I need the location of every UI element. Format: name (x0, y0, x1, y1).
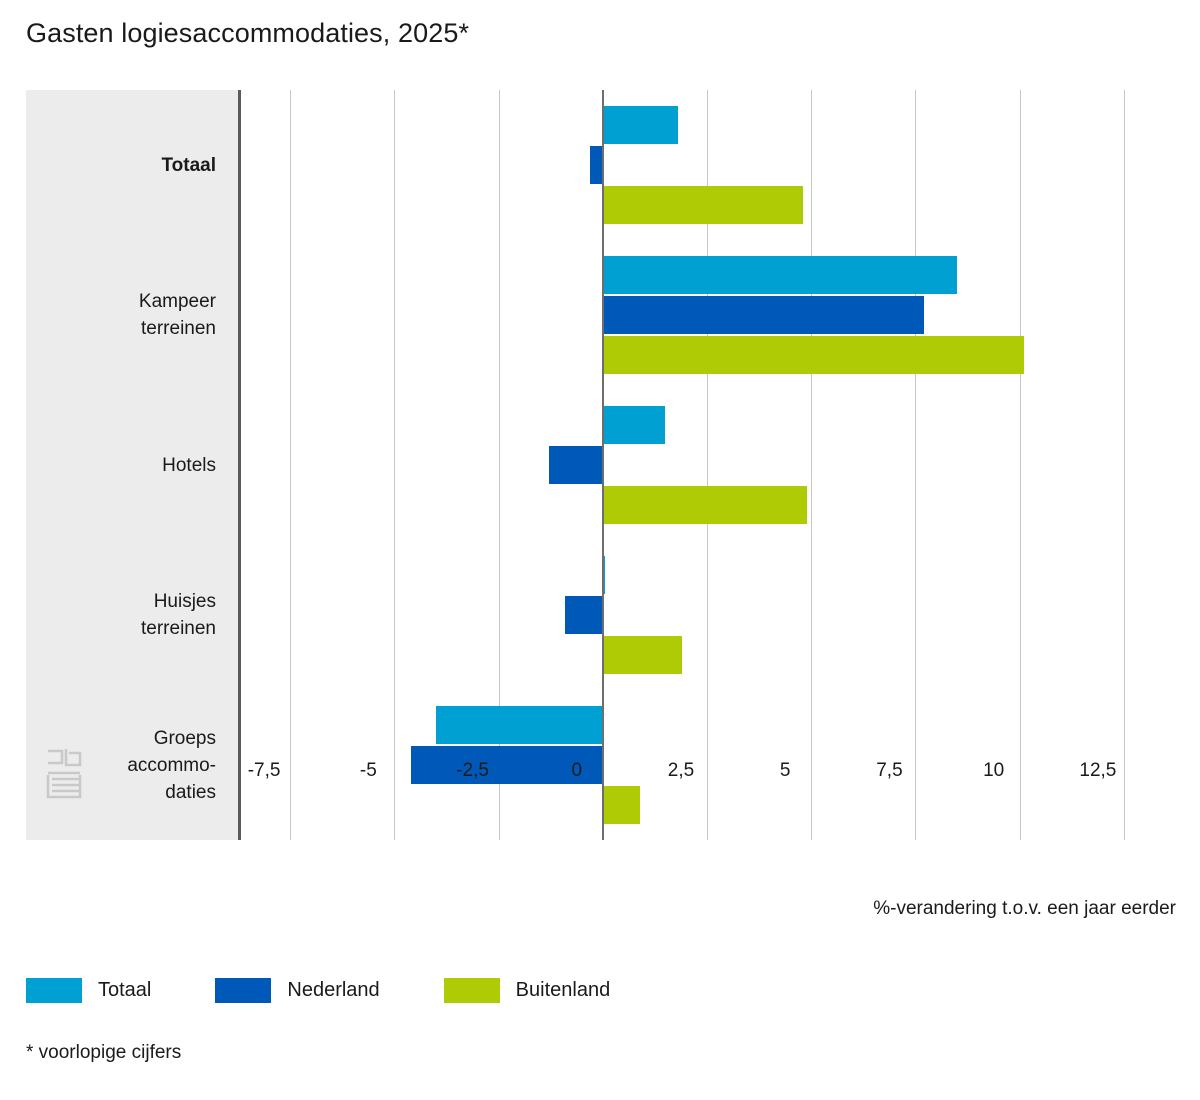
category-label (26, 588, 216, 642)
bar (603, 256, 957, 294)
category-label (26, 288, 216, 342)
category-label-line: Groeps (153, 727, 216, 749)
x-tick-label: -2,5 (456, 760, 489, 781)
legend-item[interactable] (26, 978, 151, 1003)
chart-data-canvas (238, 90, 1176, 840)
gridline (915, 90, 916, 840)
x-axis-title: %-verandering t.o.v. een jaar eerder (873, 898, 1176, 919)
bar (603, 406, 666, 444)
category-label-line: terreinen (141, 318, 216, 339)
category-label-line: Huisjes (153, 591, 216, 612)
x-axis-tick-labels (212, 752, 1150, 792)
bar (603, 186, 803, 224)
gridline (1124, 90, 1125, 840)
x-tick-label: 10 (983, 760, 1005, 781)
chart-legend (26, 978, 674, 1003)
zero-axis-line (602, 90, 604, 840)
legend-swatch (26, 978, 82, 1003)
legend-label: Nederland (287, 979, 380, 1001)
gridline (1020, 90, 1021, 840)
page-title: Gasten logiesaccommodaties, 2025* (26, 18, 470, 48)
gridline (811, 90, 812, 840)
category-label-line: terreinen (141, 618, 216, 639)
x-tick-label: 5 (779, 760, 791, 781)
bar (549, 446, 603, 484)
gridline (394, 90, 395, 840)
x-tick-label: -5 (359, 760, 377, 781)
bar (603, 636, 682, 674)
cbs-logo-icon (44, 745, 88, 801)
legend-swatch (215, 978, 271, 1003)
bar (436, 706, 603, 744)
category-label-line: Kampeer (138, 291, 216, 312)
x-tick-label: -7,5 (247, 760, 281, 781)
legend-item[interactable] (444, 978, 611, 1003)
legend-swatch (444, 978, 500, 1003)
legend-item[interactable] (215, 978, 379, 1003)
legend-label: Totaal (98, 979, 152, 1001)
bar (603, 336, 1024, 374)
chart-footnote: * voorlopige cijfers (26, 1042, 182, 1063)
category-label-line: Totaal (161, 154, 216, 176)
category-label (26, 452, 216, 479)
category-label-line: daties (165, 781, 216, 803)
gridline (290, 90, 291, 840)
legend-label: Buitenland (515, 979, 611, 1001)
category-label (26, 152, 216, 179)
x-tick-label: 2,5 (667, 760, 695, 781)
x-tick-label: 0 (571, 760, 583, 781)
bar (603, 296, 924, 334)
bar (603, 106, 678, 144)
category-label-line: accommo- (127, 754, 216, 776)
bar (603, 486, 807, 524)
bar (565, 596, 603, 634)
x-tick-label: 7,5 (876, 760, 903, 781)
x-tick-label: 12,5 (1079, 760, 1117, 781)
category-label-line: Hotels (162, 454, 216, 476)
chart-plot-area (26, 90, 1176, 840)
